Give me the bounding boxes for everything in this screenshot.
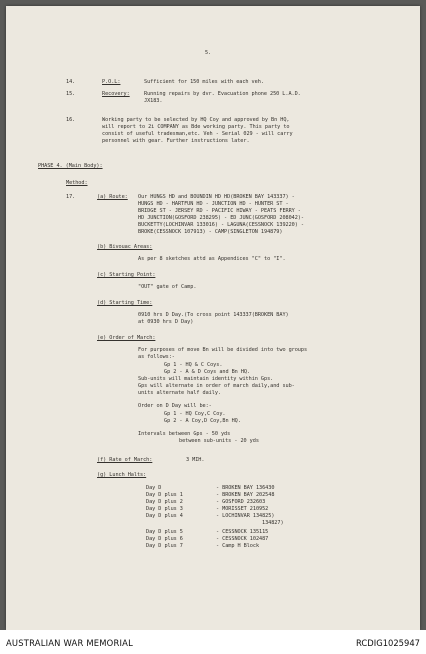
order-of-march-line: units alternate half daily.: [138, 390, 221, 396]
lunch-halts-label: (g) Lunch Halts:: [97, 472, 147, 478]
order-of-march-line: Gps will alternate in order of march daily,and sub-: [138, 383, 295, 389]
route-line: HD JUNCTION(GOSFORD 238295) - ED JUNC(GOSFORD 208042)-: [138, 215, 304, 221]
order-of-march-line: Gp 2 - A Coy,D Coy,Bn HQ.: [164, 418, 241, 424]
starting-time-label: (d) Starting Time:: [97, 300, 153, 306]
lunch-halt-location: - BROKEN BAY 202548: [216, 492, 275, 498]
route-line: Our HUNGS HD and BOUNDIN HD HD(BROKEN BAY 143337) -: [138, 194, 295, 200]
order-of-march-line: Gp 1 - HQ Coy,C Coy.: [164, 411, 226, 417]
order-of-march-line: Sub-units will maintain identity within Gps.: [138, 376, 274, 382]
route-line: HUNGS HD - HARTFUN HD - JUNCTION HD - HUNTER ST -: [138, 201, 289, 207]
lunch-halt-day: Day D plus 5: [146, 529, 183, 535]
order-of-march-label: (e) Order of March:: [97, 335, 156, 341]
lunch-halt-location: - LOCHINVAR 134825): [216, 513, 275, 519]
lunch-halt-location: - CESSNOCK 135115: [216, 529, 269, 535]
lunch-halt-day: Day D plus 3: [146, 506, 183, 512]
item-16-line: Working party to be selected by HQ Coy and approved by Bn HQ,: [102, 117, 290, 123]
order-of-march-line: Intervals between Gps - 50 yds: [138, 431, 231, 437]
lunch-halt-day: Day D plus 2: [146, 499, 183, 505]
item-14-number: 14.: [66, 79, 76, 85]
starting-time-line: at 0930 hrs D Day): [138, 319, 194, 325]
order-of-march-line: between sub-units - 20 yds: [179, 438, 259, 444]
item-16-line: consist of useful tradesman,etc. Veh - Serial 029 - will carry: [102, 131, 293, 137]
lunch-halt-location: - CESSNOCK 102487: [216, 536, 269, 542]
item-16-number: 16.: [66, 117, 76, 123]
lunch-halt-location: - MORISSET 210952: [216, 506, 269, 512]
starting-point-text: "OUT" gate of Camp.: [138, 284, 197, 290]
item-14-heading: P.O.L:: [102, 79, 121, 85]
lunch-halt-location: - GOSFORD 232603: [216, 499, 266, 505]
lunch-halt-location: - Camp H Block: [216, 543, 260, 549]
order-of-march-line: Gp 1 - HQ & C Coys.: [164, 362, 223, 368]
order-of-march-line: Gp 2 - A & D Coys and Bn HQ.: [164, 369, 251, 375]
lunch-halt-day: Day D: [146, 485, 162, 491]
item-15-line: JX183.: [144, 98, 163, 104]
bivouac-label: (b) Bivouac Areas:: [97, 244, 153, 250]
rate-of-march-label: (f) Rate of March:: [97, 457, 153, 463]
item-16-line: will report to 2i COMPANY as Bde working party. This party to: [102, 124, 290, 130]
order-of-march-line: as follows:-: [138, 354, 175, 360]
starting-point-label: (c) Starting Point:: [97, 272, 156, 278]
rate-of-march-text: 3 MIH.: [186, 457, 205, 463]
phase-heading: PHASE 4. (Main Body):: [38, 163, 103, 169]
order-of-march-line: Order on D Day will be:-: [138, 403, 212, 409]
lunch-halt-day: Day D plus 7: [146, 543, 183, 549]
footer-institution: AUSTRALIAN WAR MEMORIAL: [6, 638, 133, 648]
item-15-heading: Recovery:: [102, 91, 130, 97]
route-label: (a) Route:: [97, 194, 128, 200]
document-page: [6, 6, 420, 630]
route-line: BUCKETTY(LOCHINVAR 133016) - LAGUNA(CESSNOCK 139220) -: [138, 222, 304, 228]
route-line: BRIDGE ST - JERSEY RD - PACIFIC HIWAY - PEATS FERRY -: [138, 208, 301, 214]
item-15-line: Running repairs by dvr. Evacuation phone 250 L.A.D.: [144, 91, 301, 97]
starting-time-line: 0910 hrs D Day.(To cross point 143337(BROKEN BAY): [138, 312, 289, 318]
method-heading: Method:: [66, 180, 88, 186]
bivouac-text: As per 8 sketches attd as Appendices "C" to "I".: [138, 256, 286, 262]
item-17-number: 17.: [66, 194, 76, 200]
order-of-march-line: For purposes of move Bn will be divided into two groups: [138, 347, 308, 353]
item-14-text: Sufficient for 150 miles with each veh.: [144, 79, 264, 85]
lunch-halt-day: Day D plus 4: [146, 513, 183, 519]
archive-footer: [0, 630, 426, 654]
item-15-number: 15.: [66, 91, 76, 97]
lunch-halt-day: Day D plus 6: [146, 536, 183, 542]
footer-record-id: RCDIG1025947: [356, 638, 420, 648]
page-number: 5.: [205, 50, 212, 56]
lunch-halt-location: 134827): [262, 520, 284, 526]
lunch-halt-location: - BROKEN BAY 136430: [216, 485, 275, 491]
item-16-line: personnel with gear. Further instructions later.: [102, 138, 250, 144]
route-line: BROKE(CESSNOCK 107913) - CAMP(SINGLETON 194879): [138, 229, 283, 235]
lunch-halt-day: Day D plus 1: [146, 492, 183, 498]
